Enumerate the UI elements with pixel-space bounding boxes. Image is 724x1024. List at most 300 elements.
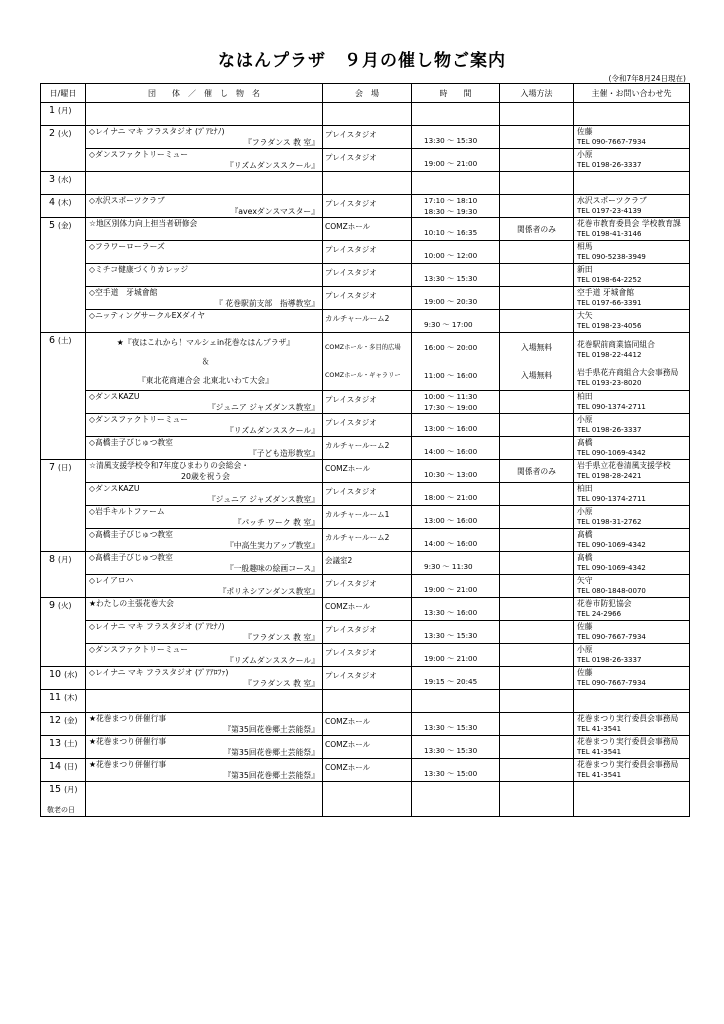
time-cell	[412, 287, 500, 310]
event-cell	[86, 621, 323, 644]
empty-cell	[500, 103, 574, 126]
day-number: 6	[49, 335, 56, 346]
contact-name: 水沢スポーツクラブ	[577, 196, 647, 205]
event-cell	[86, 460, 323, 483]
table-row	[41, 506, 690, 529]
contact-cell	[574, 759, 690, 782]
header-contact: 主催・お問い合わせ先	[574, 84, 690, 103]
contact-tel: TEL 24-2966	[577, 610, 622, 618]
contact-cell	[574, 333, 690, 391]
event-cell	[86, 310, 323, 333]
event-title: 『パッチ ワーク 教 室』	[233, 518, 319, 527]
venue-line: COMZホール・多目的広場	[325, 343, 401, 351]
time-line: 19:15 〜 20:45	[424, 676, 478, 686]
admission-cell	[500, 310, 574, 333]
table-row	[41, 552, 690, 575]
event-title: 『一般趣味の絵画コース』	[225, 564, 319, 573]
event-org: ◇ニッティングサークルEXダイヤ	[89, 311, 206, 320]
time-cell	[412, 241, 500, 264]
venue-cell: プレイスタジオ	[323, 644, 412, 667]
contact-block	[577, 335, 689, 361]
contact-cell	[574, 126, 690, 149]
event-org: ◇ダンスKAZU	[89, 484, 140, 493]
event-cell	[86, 391, 323, 414]
header-row	[41, 84, 690, 103]
time-line: 19:00 〜 20:30	[424, 296, 478, 306]
contact-name: 佐藤	[577, 622, 593, 631]
event-cell	[86, 264, 323, 287]
contact-tel: TEL 090-1069-4342	[577, 541, 646, 549]
contact-tel: TEL 0198-64-2252	[577, 276, 642, 284]
day-number: 7	[49, 462, 56, 473]
table-row	[41, 333, 690, 391]
event-org: ◇空手道 牙城會館	[89, 288, 158, 297]
admission-cell	[500, 483, 574, 506]
empty-cell	[323, 172, 412, 195]
admission-cell	[500, 264, 574, 287]
contact-tel: TEL 0198-26-3337	[577, 426, 642, 434]
contact-tel: TEL 080-1848-0070	[577, 587, 646, 595]
event-cell	[86, 759, 323, 782]
weekday: (水)	[64, 670, 78, 679]
venue-cell: プレイスタジオ	[323, 195, 412, 218]
date-cell	[41, 598, 86, 667]
event-org: ◇ダンスファクトリーミュー	[89, 415, 189, 424]
day-number: 1	[49, 105, 56, 116]
event-title	[89, 609, 322, 620]
date-cell	[41, 460, 86, 552]
event-cell	[86, 437, 323, 460]
event-org: ★花巻まつり併催行事	[89, 760, 167, 769]
contact-block	[577, 361, 689, 389]
schedule-body	[41, 103, 690, 817]
contact-name: 小原	[577, 507, 593, 516]
event-org: ◇レイアロハ	[89, 576, 134, 585]
time-line: 13:30 〜 15:30	[424, 135, 478, 145]
admission-cell: 関係者のみ	[500, 460, 574, 483]
table-row	[41, 391, 690, 414]
contact-name: 佐藤	[577, 127, 593, 136]
time-cell	[412, 264, 500, 287]
event-cell	[86, 506, 323, 529]
admission-cell: 関係者のみ	[500, 218, 574, 241]
weekday: (日)	[64, 762, 78, 771]
contact-name: 柏田	[577, 484, 593, 493]
table-row	[41, 529, 690, 552]
event-cell	[86, 713, 323, 736]
event-cell	[86, 287, 323, 310]
header-admission: 入場方法	[500, 84, 574, 103]
contact-name: 矢守	[577, 576, 593, 585]
day-number: 8	[49, 554, 56, 565]
weekday: (月)	[58, 555, 72, 564]
time-line: 18:30 〜 19:30	[424, 207, 478, 216]
table-row	[41, 483, 690, 506]
event-org: ◇水沢スポーツクラブ	[89, 196, 165, 205]
event-org: ★花巻まつり併催行事	[89, 714, 167, 723]
time-cell	[412, 483, 500, 506]
event-org: ◇レイナニ マキ フラスタジオ (ﾌﾟｱｱﾛﾌｧ)	[89, 668, 229, 677]
time-cell	[412, 575, 500, 598]
weekday: (土)	[64, 739, 78, 748]
venue-cell: COMZホール	[323, 598, 412, 621]
time-cell	[412, 149, 500, 172]
contact-cell	[574, 195, 690, 218]
contact-name: 花巻まつり実行委員会事務局	[577, 714, 679, 723]
contact-cell	[574, 713, 690, 736]
day-number: 12	[49, 715, 62, 726]
date-cell	[41, 218, 86, 333]
contact-name: 相馬	[577, 242, 593, 251]
table-row	[41, 195, 690, 218]
empty-cell	[500, 782, 574, 817]
admission-cell	[500, 149, 574, 172]
venue-cell: プレイスタジオ	[323, 621, 412, 644]
time-cell	[412, 437, 500, 460]
date-cell	[41, 782, 86, 817]
empty-cell	[574, 103, 690, 126]
contact-tel: TEL 090-7667-7934	[577, 679, 646, 687]
event-org: ★花巻まつり併催行事	[89, 737, 167, 746]
contact-name: 小原	[577, 150, 593, 159]
venue-cell: プレイスタジオ	[323, 287, 412, 310]
time-line: 9:30 〜 11:30	[424, 561, 473, 571]
time-cell	[412, 126, 500, 149]
time-line: 13:00 〜 16:00	[424, 423, 478, 433]
contact-cell	[574, 287, 690, 310]
weekday: (水)	[58, 175, 72, 184]
empty-cell	[500, 172, 574, 195]
admission-cell	[500, 736, 574, 759]
table-row	[41, 713, 690, 736]
time-line: 10:00 〜 12:00	[424, 250, 478, 260]
table-row	[41, 149, 690, 172]
admission-cell	[500, 391, 574, 414]
contact-cell	[574, 598, 690, 621]
table-row	[41, 621, 690, 644]
empty-cell	[86, 172, 323, 195]
contact-name: 岩手県花卉商組合大会事務局	[577, 367, 679, 377]
empty-cell	[412, 690, 500, 713]
venue-cell: カルチャールーム1	[323, 506, 412, 529]
empty-cell	[412, 172, 500, 195]
day-number: 4	[49, 197, 56, 208]
contact-tel: TEL 0197-66-3391	[577, 299, 642, 307]
contact-tel: TEL 41-3541	[577, 771, 622, 779]
admission-cell	[500, 644, 574, 667]
contact-name: 髙橋	[577, 553, 593, 562]
venue-cell: カルチャールーム2	[323, 529, 412, 552]
event-org: ★わたしの主張花巻大会	[89, 599, 174, 608]
event-title: 『フラダンス 教 室』	[244, 138, 319, 147]
date-cell	[41, 126, 86, 172]
contact-name: 小原	[577, 415, 593, 424]
day-number: 11	[49, 692, 62, 703]
event-cell	[86, 333, 323, 391]
time-line: 9:30 〜 17:00	[424, 319, 473, 329]
table-row	[41, 667, 690, 690]
contact-cell	[574, 149, 690, 172]
contact-name: 小原	[577, 645, 593, 654]
time-line: 11:00 〜 16:00	[424, 370, 478, 380]
schedule-table	[40, 83, 690, 817]
venue-cell: プレイスタジオ	[323, 391, 412, 414]
admission-cell	[500, 759, 574, 782]
empty-cell	[323, 690, 412, 713]
venue-cell: プレイスタジオ	[323, 575, 412, 598]
venue-cell: カルチャールーム2	[323, 310, 412, 333]
table-row	[41, 736, 690, 759]
admission-cell	[500, 126, 574, 149]
contact-name: 柏田	[577, 392, 593, 401]
event-title: 『第35回花巻郷土芸能祭』	[223, 748, 319, 757]
event-title: 『 花巻駅前支部 指導教室』	[215, 299, 319, 308]
event-cell	[86, 736, 323, 759]
event-title: 『フラダンス 教 室』	[244, 679, 319, 688]
contact-name: 佐藤	[577, 668, 593, 677]
table-row	[41, 103, 690, 126]
table-row	[41, 460, 690, 483]
admission-cell	[500, 195, 574, 218]
contact-name: 岩手県立花巻清風支援学校	[577, 461, 671, 470]
day-number: 2	[49, 128, 56, 139]
contact-name: 花巻市防犯協会	[577, 599, 632, 608]
table-row	[41, 598, 690, 621]
venue-cell: COMZホール	[323, 218, 412, 241]
event-cell	[86, 598, 323, 621]
time-cell	[412, 310, 500, 333]
table-row	[41, 437, 690, 460]
venue-cell: COMZホール	[323, 460, 412, 483]
event-cell	[86, 195, 323, 218]
date-cell	[41, 759, 86, 782]
event-org: ◇髙橋圭子びじゅつ教室	[89, 553, 173, 562]
event-title: 『リズムダンススクール』	[225, 426, 319, 435]
table-row	[41, 126, 690, 149]
empty-cell	[323, 103, 412, 126]
contact-name: 新田	[577, 265, 593, 274]
time-line: 10:00 〜 11:30	[424, 392, 478, 401]
contact-cell	[574, 414, 690, 437]
empty-cell	[574, 172, 690, 195]
event-title: 『avexダンスマスター』	[230, 207, 319, 216]
contact-tel: TEL 0198-28-2421	[577, 472, 642, 480]
contact-cell	[574, 575, 690, 598]
day-number: 5	[49, 220, 56, 231]
time-line: 16:00 〜 20:00	[424, 342, 478, 352]
event-title: 『リズムダンススクール』	[225, 656, 319, 665]
header-time: 時 間	[412, 84, 500, 103]
contact-tel: TEL 090-7667-7934	[577, 633, 646, 641]
time-line: 10:30 〜 13:00	[424, 469, 478, 479]
venue-cell: COMZホール	[323, 713, 412, 736]
admission-cell	[500, 529, 574, 552]
empty-cell	[574, 690, 690, 713]
date-cell	[41, 690, 86, 713]
weekday: (木)	[64, 693, 78, 702]
contact-cell	[574, 460, 690, 483]
admission-cell	[500, 241, 574, 264]
contact-tel: TEL 0198-26-3337	[577, 161, 642, 169]
admission-cell	[500, 506, 574, 529]
contact-cell	[574, 552, 690, 575]
event-line: 『東北花商連合会 北東北いわて大会』	[137, 376, 274, 385]
event-cell	[86, 218, 323, 241]
admission-cell	[500, 333, 574, 391]
event-title: 『中高生実力アップ教室』	[225, 541, 319, 550]
date-cell	[41, 333, 86, 460]
event-cell	[86, 241, 323, 264]
time-line: 14:00 〜 16:00	[424, 538, 478, 548]
empty-cell	[574, 782, 690, 817]
time-line: 13:30 〜 15:30	[424, 745, 478, 755]
header-date: 日/曜日	[41, 84, 86, 103]
contact-cell	[574, 644, 690, 667]
admission-cell	[500, 621, 574, 644]
event-org: ◇ミチコ健康づくりカレッジ	[89, 265, 189, 274]
event-line: ★『夜はこれから！マルシェin花巻なはんプラザ』	[116, 338, 295, 347]
venue-cell: プレイスタジオ	[323, 483, 412, 506]
contact-tel: TEL 090-1069-4342	[577, 564, 646, 572]
time-line: 19:00 〜 21:00	[424, 653, 478, 663]
contact-cell	[574, 241, 690, 264]
empty-cell	[500, 690, 574, 713]
contact-cell	[574, 506, 690, 529]
event-title: 『第35回花巻郷土芸能祭』	[223, 771, 319, 780]
day-number: 9	[49, 600, 56, 611]
admission-cell	[500, 713, 574, 736]
weekday: (木)	[58, 198, 72, 207]
time-cell	[412, 195, 500, 218]
date-cell	[41, 103, 86, 126]
event-org: ◇岩手キルトファーム	[89, 507, 165, 516]
event-title: 『ジュニア ジャズダンス教室』	[207, 495, 319, 504]
empty-cell	[412, 782, 500, 817]
holiday-label: 敬老の日	[47, 806, 75, 814]
contact-name: 空手道 牙城會館	[577, 288, 635, 297]
admission-cell	[500, 287, 574, 310]
table-row	[41, 310, 690, 333]
time-line: 13:30 〜 15:00	[424, 768, 478, 778]
event-org: ◇ダンスファクトリーミュー	[89, 645, 189, 654]
event-title: 『子ども造形教室』	[248, 449, 319, 458]
contact-tel: TEL 0198-23-4056	[577, 322, 642, 330]
time-cell	[412, 506, 500, 529]
table-row	[41, 264, 690, 287]
empty-cell	[323, 782, 412, 817]
table-row	[41, 172, 690, 195]
venue-cell: COMZホール	[323, 759, 412, 782]
table-row	[41, 644, 690, 667]
weekday: (月)	[58, 106, 72, 115]
time-cell	[412, 552, 500, 575]
empty-cell	[412, 103, 500, 126]
contact-tel: TEL 0198-41-3146	[577, 230, 642, 238]
day-number: 10	[49, 669, 62, 680]
time-cell	[412, 414, 500, 437]
contact-tel: TEL 41-3541	[577, 748, 622, 756]
event-title: 『第35回花巻郷土芸能祭』	[223, 725, 319, 734]
event-title	[89, 252, 322, 263]
time-cell	[412, 621, 500, 644]
contact-tel: TEL 0198-26-3337	[577, 656, 642, 664]
venue-cell: プレイスタジオ	[323, 126, 412, 149]
venue-cell	[323, 333, 412, 391]
event-org-cont: 20歳を祝う会	[181, 472, 230, 481]
header-venue: 会 場	[323, 84, 412, 103]
time-cell	[412, 391, 500, 414]
event-title: 『ポリネシアンダンス教室』	[218, 587, 319, 596]
admission-cell	[500, 437, 574, 460]
weekday: (日)	[58, 463, 72, 472]
time-line: 13:00 〜 16:00	[424, 515, 478, 525]
contact-name: 花巻まつり実行委員会事務局	[577, 737, 679, 746]
contact-cell	[574, 667, 690, 690]
admission-line: 入場無料	[520, 370, 553, 380]
contact-tel: TEL 41-3541	[577, 725, 622, 733]
time-line: 13:30 〜 15:30	[424, 630, 478, 640]
day-number: 3	[49, 174, 56, 185]
time-line: 17:10 〜 18:10	[424, 196, 478, 205]
empty-cell	[86, 690, 323, 713]
table-row	[41, 759, 690, 782]
venue-cell: カルチャールーム2	[323, 437, 412, 460]
event-line: ＆	[201, 357, 210, 366]
contact-cell	[574, 483, 690, 506]
table-row	[41, 690, 690, 713]
contact-cell	[574, 310, 690, 333]
table-row	[41, 241, 690, 264]
event-org: ◇フラワーローラーズ	[89, 242, 165, 251]
time-line: 10:10 〜 16:35	[424, 227, 478, 237]
contact-tel: TEL 090-1069-4342	[577, 449, 646, 457]
time-cell	[412, 736, 500, 759]
time-cell	[412, 644, 500, 667]
event-title: 『リズムダンススクール』	[225, 161, 319, 170]
event-cell	[86, 552, 323, 575]
event-cell	[86, 126, 323, 149]
date-note: (令和7年8月24日現在)	[608, 74, 686, 83]
venue-line: COMZホール・ギャラリー	[325, 371, 401, 379]
event-title: 『フラダンス 教 室』	[244, 633, 319, 642]
contact-cell	[574, 391, 690, 414]
venue-cell: プレイスタジオ	[323, 414, 412, 437]
event-cell	[86, 414, 323, 437]
weekday: (火)	[58, 129, 72, 138]
time-cell	[412, 759, 500, 782]
contact-tel: TEL 090-5238-3949	[577, 253, 646, 261]
contact-name: 花巻市教育委員会 学校教育課	[577, 219, 681, 228]
event-title	[89, 321, 322, 332]
event-cell	[86, 149, 323, 172]
contact-name: 花巻まつり実行委員会事務局	[577, 760, 679, 769]
table-row	[41, 782, 690, 817]
contact-cell	[574, 218, 690, 241]
day-number: 14	[49, 761, 62, 772]
empty-cell	[86, 103, 323, 126]
venue-cell: プレイスタジオ	[323, 667, 412, 690]
contact-name: 髙橋	[577, 438, 593, 447]
date-cell	[41, 552, 86, 598]
event-org: ◇髙橋圭子びじゅつ教室	[89, 530, 173, 539]
weekday: (月)	[64, 785, 78, 794]
admission-cell	[500, 575, 574, 598]
contact-name: 大矢	[577, 311, 593, 320]
table-row	[41, 287, 690, 310]
date-cell	[41, 667, 86, 690]
event-title	[89, 229, 322, 240]
event-org: ☆清風支援学校令和7年度ひまわりの会総会・	[89, 461, 250, 470]
